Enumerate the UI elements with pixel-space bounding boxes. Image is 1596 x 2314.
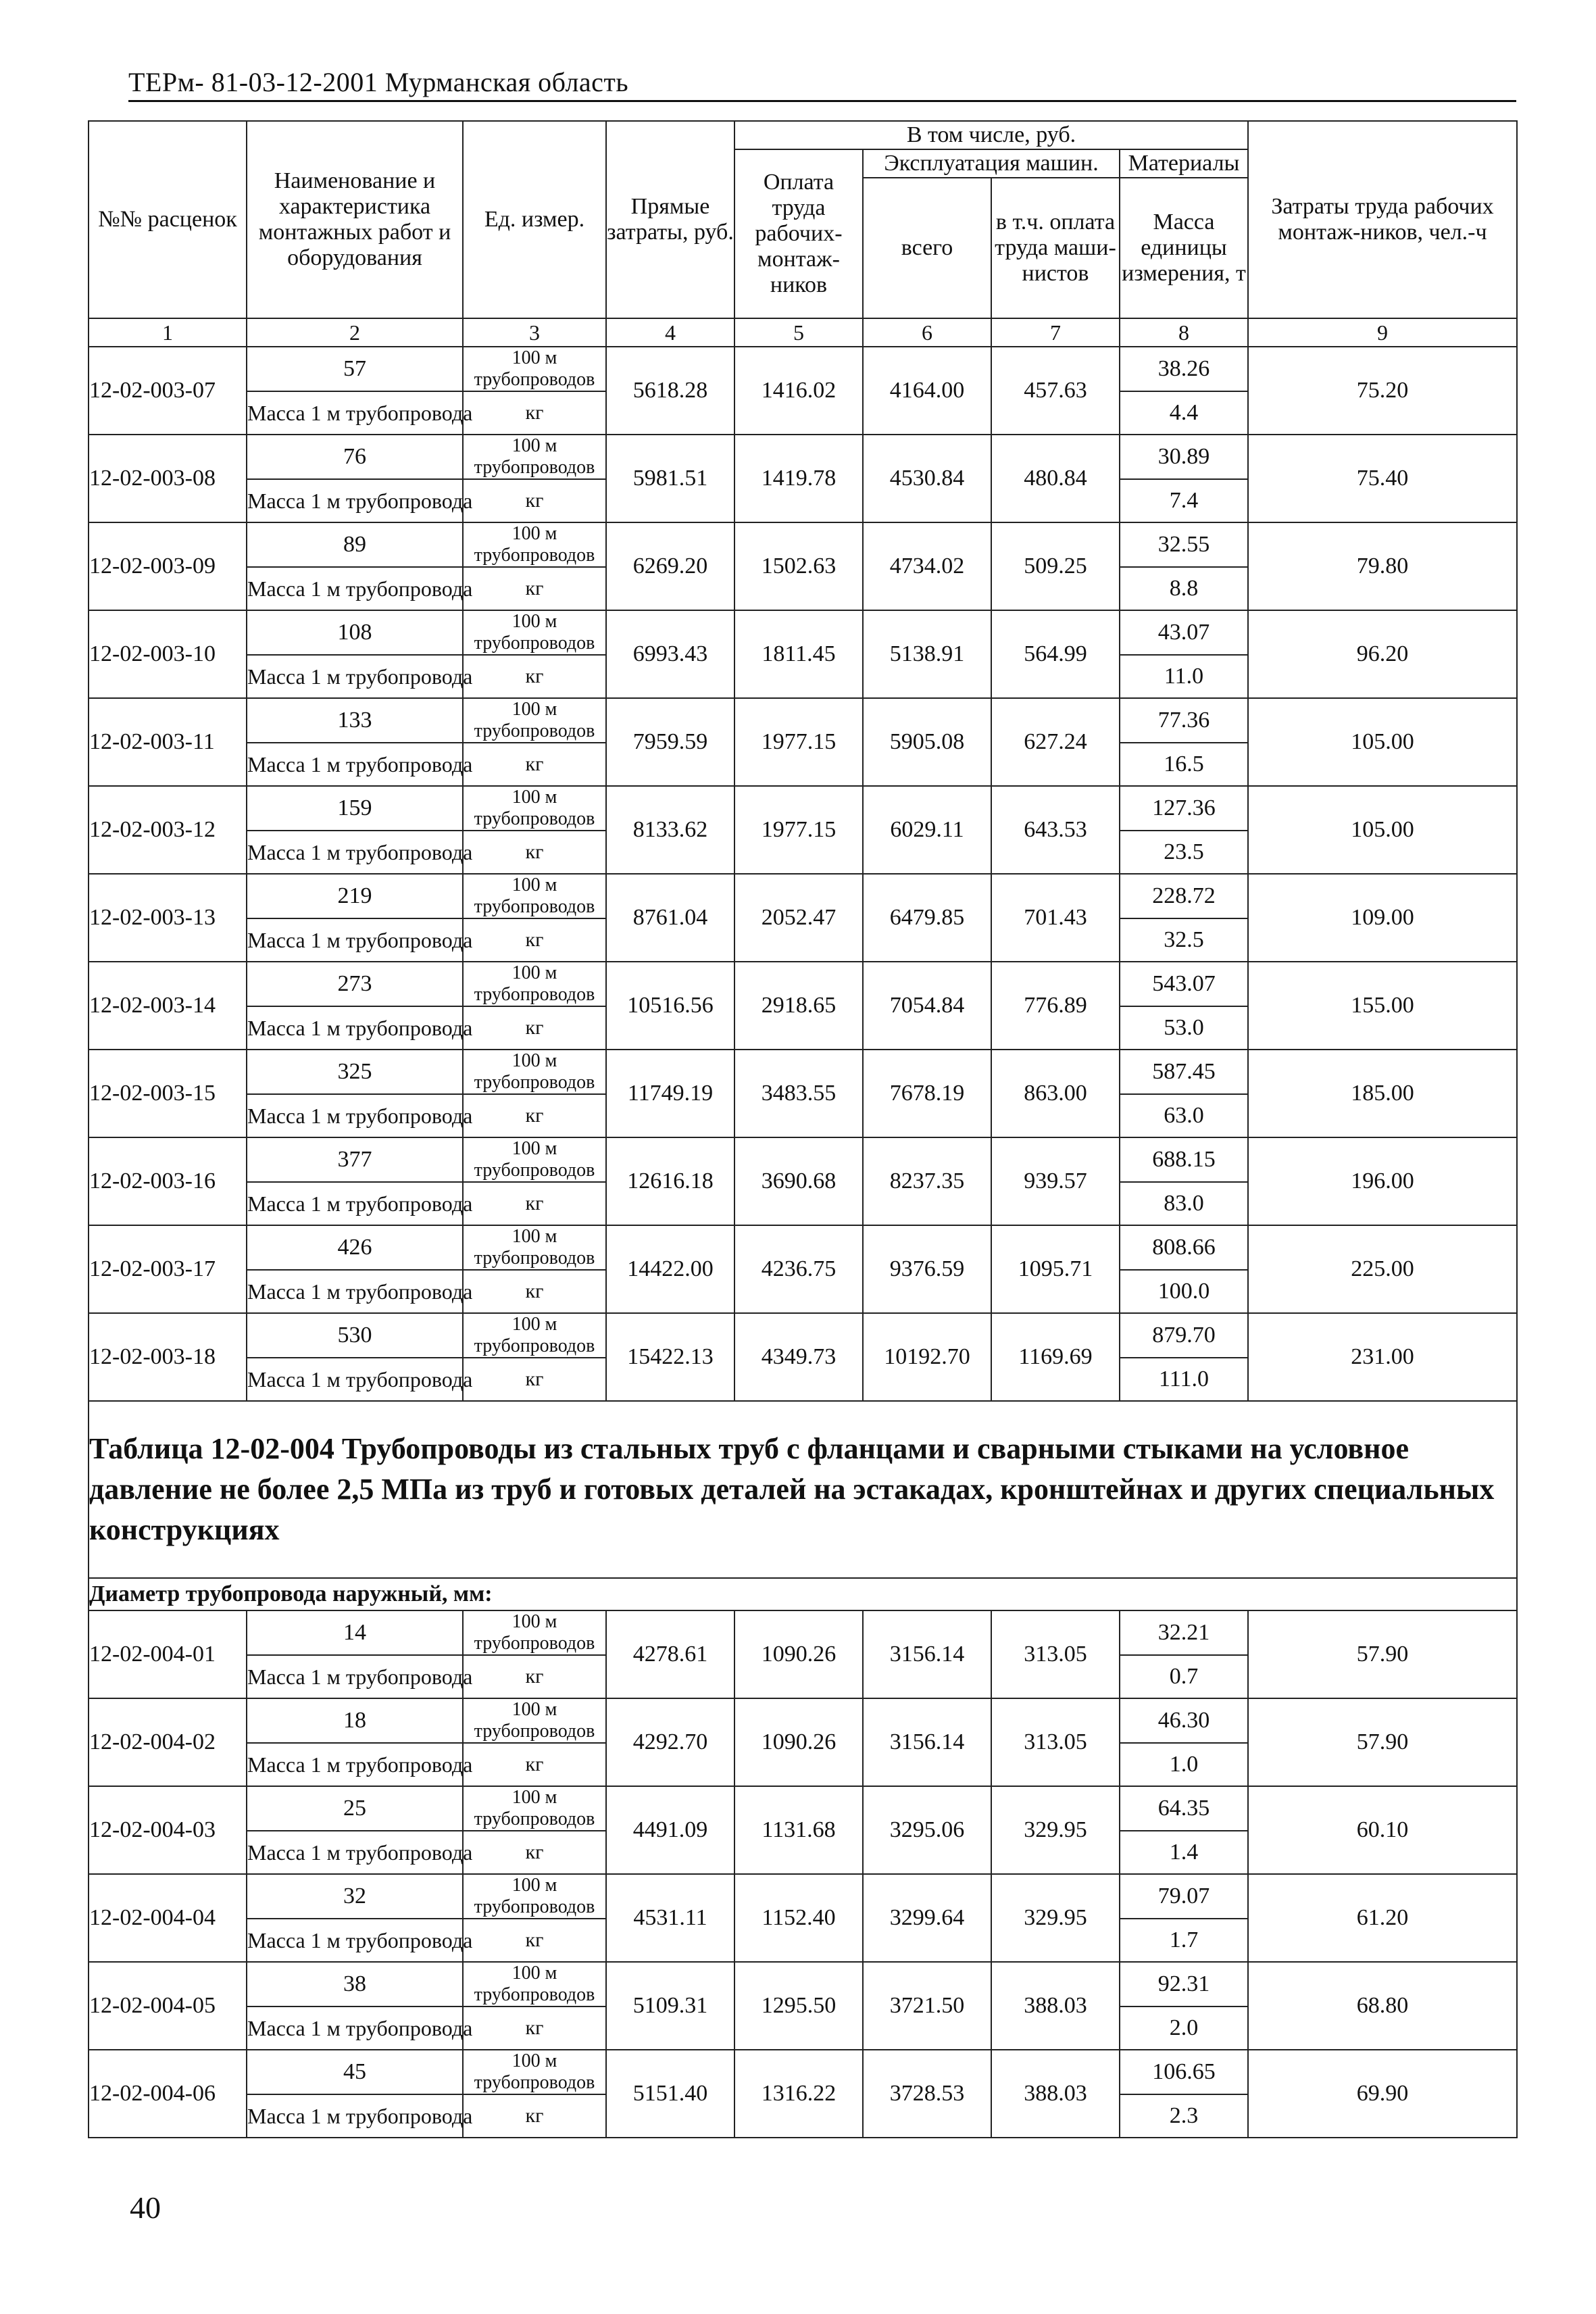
unit-of-measure: 100 м трубопроводов <box>463 698 606 743</box>
direct-costs: 4292.70 <box>606 1698 734 1786</box>
pipe-mass-unit: кг <box>463 567 606 610</box>
labor-hours: 185.00 <box>1248 1050 1517 1137</box>
unit-of-measure: 100 м трубопроводов <box>463 962 606 1006</box>
header-machinist-pay: в т.ч. оплата труда маши-нистов <box>991 178 1120 318</box>
pipe-mass-value: 2.3 <box>1120 2094 1248 2138</box>
labor-pay: 1811.45 <box>734 610 863 698</box>
unit-of-measure: 100 м трубопроводов <box>463 1874 606 1919</box>
machines-total: 5905.08 <box>863 698 991 786</box>
rate-code: 12-02-003-07 <box>89 347 247 435</box>
labor-pay: 1977.15 <box>734 698 863 786</box>
pipe-diameter: 32 <box>247 1874 463 1919</box>
table-004-title: Таблица 12-02-004 Трубопроводы из стальных труб с фланцами и сварными стыками на условное давление не более 2,5 МПа из труб и готовых деталей на эстакадах, кронштейнах и других специальных конструкциях <box>89 1401 1517 1578</box>
rate-code: 12-02-003-09 <box>89 522 247 610</box>
rate-code: 12-02-003-12 <box>89 786 247 874</box>
machines-total: 7678.19 <box>863 1050 991 1137</box>
direct-costs: 5981.51 <box>606 435 734 522</box>
pipe-mass-value: 11.0 <box>1120 655 1248 698</box>
table-004-subheader-row <box>89 1578 1517 1610</box>
pipe-mass-label: Масса 1 м трубопровода <box>247 1655 463 1698</box>
machines-total: 3156.14 <box>863 1610 991 1698</box>
unit-mass: 38.26 <box>1120 347 1248 391</box>
machines-total: 7054.84 <box>863 962 991 1050</box>
pipe-diameter: 14 <box>247 1610 463 1655</box>
direct-costs: 14422.00 <box>606 1225 734 1313</box>
pipe-mass-unit: кг <box>463 831 606 874</box>
pipe-mass-label: Масса 1 м трубопровода <box>247 479 463 522</box>
machinist-pay: 776.89 <box>991 962 1120 1050</box>
pipe-mass-label: Масса 1 м трубопровода <box>247 1919 463 1962</box>
direct-costs: 5618.28 <box>606 347 734 435</box>
header-row-1 <box>89 121 1517 149</box>
labor-pay: 3690.68 <box>734 1137 863 1225</box>
machines-total: 4164.00 <box>863 347 991 435</box>
pipe-mass-unit: кг <box>463 1358 606 1401</box>
direct-costs: 11749.19 <box>606 1050 734 1137</box>
header-machines: Эксплуатация машин. <box>863 149 1120 178</box>
header-labor-hours: Затраты труда рабочих монтаж-ников, чел.-ч <box>1248 121 1517 318</box>
rate-row <box>89 698 1517 743</box>
pipe-diameter: 38 <box>247 1962 463 2007</box>
labor-hours: 196.00 <box>1248 1137 1517 1225</box>
unit-mass: 228.72 <box>1120 874 1248 918</box>
labor-hours: 79.80 <box>1248 522 1517 610</box>
pipe-diameter: 18 <box>247 1698 463 1743</box>
machinist-pay: 509.25 <box>991 522 1120 610</box>
pipe-mass-label: Масса 1 м трубопровода <box>247 1831 463 1874</box>
machinist-pay: 313.05 <box>991 1610 1120 1698</box>
machines-total: 6479.85 <box>863 874 991 962</box>
pipe-mass-label: Масса 1 м трубопровода <box>247 1094 463 1137</box>
labor-hours: 96.20 <box>1248 610 1517 698</box>
machinist-pay: 329.95 <box>991 1786 1120 1874</box>
rate-code: 12-02-003-11 <box>89 698 247 786</box>
pipe-mass-value: 0.7 <box>1120 1655 1248 1698</box>
pipe-diameter: 57 <box>247 347 463 391</box>
pipe-mass-unit: кг <box>463 918 606 962</box>
unit-of-measure: 100 м трубопроводов <box>463 1786 606 1831</box>
unit-mass: 543.07 <box>1120 962 1248 1006</box>
machines-total: 9376.59 <box>863 1225 991 1313</box>
pipe-diameter: 133 <box>247 698 463 743</box>
pipe-mass-unit: кг <box>463 1919 606 1962</box>
labor-hours: 69.90 <box>1248 2050 1517 2138</box>
machines-total: 5138.91 <box>863 610 991 698</box>
rate-code: 12-02-003-08 <box>89 435 247 522</box>
machines-total: 4734.02 <box>863 522 991 610</box>
col-number: 5 <box>734 318 863 347</box>
direct-costs: 12616.18 <box>606 1137 734 1225</box>
labor-pay: 1295.50 <box>734 1962 863 2050</box>
col-number: 9 <box>1248 318 1517 347</box>
header-direct-costs: Прямые затраты, руб. <box>606 121 734 318</box>
unit-of-measure: 100 м трубопроводов <box>463 2050 606 2094</box>
direct-costs: 5109.31 <box>606 1962 734 2050</box>
unit-of-measure: 100 м трубопроводов <box>463 435 606 479</box>
machinist-pay: 564.99 <box>991 610 1120 698</box>
unit-mass: 77.36 <box>1120 698 1248 743</box>
rate-code: 12-02-004-01 <box>89 1610 247 1698</box>
labor-pay: 1152.40 <box>734 1874 863 1962</box>
machines-total: 6029.11 <box>863 786 991 874</box>
table-004-subheader: Диаметр трубопровода наружный, мм: <box>89 1578 1517 1610</box>
unit-mass: 587.45 <box>1120 1050 1248 1094</box>
pipe-diameter: 159 <box>247 786 463 831</box>
rate-row <box>89 2050 1517 2094</box>
rate-row <box>89 962 1517 1006</box>
rate-row <box>89 1050 1517 1094</box>
pipe-mass-unit: кг <box>463 743 606 786</box>
unit-mass: 808.66 <box>1120 1225 1248 1270</box>
pipe-mass-unit: кг <box>463 479 606 522</box>
pipe-mass-unit: кг <box>463 2094 606 2138</box>
header-materials: Материалы <box>1120 149 1248 178</box>
rate-code: 12-02-003-14 <box>89 962 247 1050</box>
labor-pay: 4349.73 <box>734 1313 863 1401</box>
labor-pay: 4236.75 <box>734 1225 863 1313</box>
pipe-mass-value: 7.4 <box>1120 479 1248 522</box>
pipe-mass-label: Масса 1 м трубопровода <box>247 1743 463 1786</box>
direct-costs: 8761.04 <box>606 874 734 962</box>
labor-pay: 1416.02 <box>734 347 863 435</box>
pipe-mass-label: Масса 1 м трубопровода <box>247 567 463 610</box>
direct-costs: 4491.09 <box>606 1786 734 1874</box>
table-004-title-row <box>89 1401 1517 1578</box>
labor-hours: 57.90 <box>1248 1698 1517 1786</box>
direct-costs: 7959.59 <box>606 698 734 786</box>
machines-total: 3156.14 <box>863 1698 991 1786</box>
rate-row <box>89 1225 1517 1270</box>
unit-of-measure: 100 м трубопроводов <box>463 1225 606 1270</box>
pipe-mass-value: 4.4 <box>1120 391 1248 435</box>
pipe-diameter: 530 <box>247 1313 463 1358</box>
labor-hours: 105.00 <box>1248 786 1517 874</box>
rate-code: 12-02-004-02 <box>89 1698 247 1786</box>
unit-mass: 688.15 <box>1120 1137 1248 1182</box>
pipe-mass-label: Масса 1 м трубопровода <box>247 2094 463 2138</box>
header-group: В том числе, руб. <box>734 121 1248 149</box>
rate-code: 12-02-003-16 <box>89 1137 247 1225</box>
pipe-mass-value: 1.7 <box>1120 1919 1248 1962</box>
labor-hours: 109.00 <box>1248 874 1517 962</box>
unit-mass: 43.07 <box>1120 610 1248 655</box>
rate-code: 12-02-003-18 <box>89 1313 247 1401</box>
pipe-mass-unit: кг <box>463 1094 606 1137</box>
unit-of-measure: 100 м трубопроводов <box>463 786 606 831</box>
rate-row <box>89 347 1517 391</box>
rate-row <box>89 786 1517 831</box>
rate-row <box>89 1698 1517 1743</box>
unit-of-measure: 100 м трубопроводов <box>463 610 606 655</box>
machines-total: 8237.35 <box>863 1137 991 1225</box>
rate-row <box>89 610 1517 655</box>
pipe-diameter: 219 <box>247 874 463 918</box>
machines-total: 3728.53 <box>863 2050 991 2138</box>
direct-costs: 8133.62 <box>606 786 734 874</box>
pipe-diameter: 108 <box>247 610 463 655</box>
labor-hours: 75.40 <box>1248 435 1517 522</box>
unit-mass: 92.31 <box>1120 1962 1248 2007</box>
col-number: 8 <box>1120 318 1248 347</box>
labor-hours: 61.20 <box>1248 1874 1517 1962</box>
direct-costs: 15422.13 <box>606 1313 734 1401</box>
labor-hours: 75.20 <box>1248 347 1517 435</box>
labor-pay: 1090.26 <box>734 1610 863 1698</box>
pipe-diameter: 25 <box>247 1786 463 1831</box>
unit-of-measure: 100 м трубопроводов <box>463 1313 606 1358</box>
machinist-pay: 388.03 <box>991 2050 1120 2138</box>
pipe-mass-value: 8.8 <box>1120 567 1248 610</box>
pipe-mass-label: Масса 1 м трубопровода <box>247 1358 463 1401</box>
unit-of-measure: 100 м трубопроводов <box>463 874 606 918</box>
header-codes: №№ расценок <box>89 121 247 318</box>
unit-of-measure: 100 м трубопроводов <box>463 1137 606 1182</box>
header-labor-pay: Оплата труда рабочих-монтаж-ников <box>734 149 863 318</box>
pipe-mass-unit: кг <box>463 1006 606 1050</box>
pipe-diameter: 325 <box>247 1050 463 1094</box>
pipe-diameter: 273 <box>247 962 463 1006</box>
machinist-pay: 329.95 <box>991 1874 1120 1962</box>
machinist-pay: 863.00 <box>991 1050 1120 1137</box>
unit-of-measure: 100 м трубопроводов <box>463 1610 606 1655</box>
rate-row <box>89 1962 1517 2007</box>
pipe-mass-label: Масса 1 м трубопровода <box>247 831 463 874</box>
unit-mass: 79.07 <box>1120 1874 1248 1919</box>
machinist-pay: 643.53 <box>991 786 1120 874</box>
pipe-mass-value: 1.0 <box>1120 1743 1248 1786</box>
labor-pay: 3483.55 <box>734 1050 863 1137</box>
unit-mass: 64.35 <box>1120 1786 1248 1831</box>
rate-code: 12-02-004-06 <box>89 2050 247 2138</box>
col-number: 1 <box>89 318 247 347</box>
direct-costs: 4278.61 <box>606 1610 734 1698</box>
machinist-pay: 480.84 <box>991 435 1120 522</box>
labor-hours: 60.10 <box>1248 1786 1517 1874</box>
labor-hours: 105.00 <box>1248 698 1517 786</box>
pipe-mass-label: Масса 1 м трубопровода <box>247 2007 463 2050</box>
rate-row <box>89 1786 1517 1831</box>
machines-total: 3299.64 <box>863 1874 991 1962</box>
pipe-mass-label: Масса 1 м трубопровода <box>247 743 463 786</box>
machinist-pay: 457.63 <box>991 347 1120 435</box>
rate-code: 12-02-003-17 <box>89 1225 247 1313</box>
unit-mass: 30.89 <box>1120 435 1248 479</box>
machinist-pay: 627.24 <box>991 698 1120 786</box>
machinist-pay: 701.43 <box>991 874 1120 962</box>
pipe-diameter: 426 <box>247 1225 463 1270</box>
pipe-mass-label: Масса 1 м трубопровода <box>247 1270 463 1313</box>
pipe-mass-unit: кг <box>463 1270 606 1313</box>
rate-code: 12-02-004-05 <box>89 1962 247 2050</box>
pipe-mass-value: 1.4 <box>1120 1831 1248 1874</box>
rate-row <box>89 1313 1517 1358</box>
machinist-pay: 313.05 <box>991 1698 1120 1786</box>
machinist-pay: 388.03 <box>991 1962 1120 2050</box>
pipe-mass-label: Масса 1 м трубопровода <box>247 1182 463 1225</box>
header-unit-mass: Масса единицы измерения, т <box>1120 178 1248 318</box>
direct-costs: 6269.20 <box>606 522 734 610</box>
page-header: ТЕРм- 81-03-12-2001 Мурманская область <box>128 67 629 97</box>
machinist-pay: 1095.71 <box>991 1225 1120 1313</box>
labor-pay: 1316.22 <box>734 2050 863 2138</box>
labor-pay: 2052.47 <box>734 874 863 962</box>
unit-of-measure: 100 м трубопроводов <box>463 347 606 391</box>
direct-costs: 10516.56 <box>606 962 734 1050</box>
column-numbers-row <box>89 318 1517 347</box>
pipe-mass-value: 2.0 <box>1120 2007 1248 2050</box>
unit-of-measure: 100 м трубопроводов <box>463 1962 606 2007</box>
unit-mass: 32.21 <box>1120 1610 1248 1655</box>
col-number: 7 <box>991 318 1120 347</box>
rate-code: 12-02-004-04 <box>89 1874 247 1962</box>
rate-row <box>89 874 1517 918</box>
machines-total: 3721.50 <box>863 1962 991 2050</box>
unit-mass: 127.36 <box>1120 786 1248 831</box>
header-machines-total: всего <box>863 178 991 318</box>
pipe-diameter: 45 <box>247 2050 463 2094</box>
rate-code: 12-02-003-15 <box>89 1050 247 1137</box>
unit-mass: 46.30 <box>1120 1698 1248 1743</box>
pipe-mass-unit: кг <box>463 1655 606 1698</box>
machines-total: 3295.06 <box>863 1786 991 1874</box>
pipe-mass-value: 111.0 <box>1120 1358 1248 1401</box>
rate-row <box>89 435 1517 479</box>
unit-of-measure: 100 м трубопроводов <box>463 1698 606 1743</box>
pipe-mass-value: 100.0 <box>1120 1270 1248 1313</box>
direct-costs: 5151.40 <box>606 2050 734 2138</box>
labor-hours: 231.00 <box>1248 1313 1517 1401</box>
page-number: 40 <box>130 2190 161 2225</box>
pipe-mass-label: Масса 1 м трубопровода <box>247 918 463 962</box>
rate-row <box>89 522 1517 567</box>
col-number: 4 <box>606 318 734 347</box>
unit-mass: 32.55 <box>1120 522 1248 567</box>
pipe-mass-unit: кг <box>463 1182 606 1225</box>
pipe-mass-unit: кг <box>463 1831 606 1874</box>
pipe-mass-label: Масса 1 м трубопровода <box>247 1006 463 1050</box>
pipe-mass-value: 83.0 <box>1120 1182 1248 1225</box>
pipe-mass-unit: кг <box>463 391 606 435</box>
pipe-diameter: 89 <box>247 522 463 567</box>
labor-hours: 68.80 <box>1248 1962 1517 2050</box>
labor-pay: 2918.65 <box>734 962 863 1050</box>
col-number: 6 <box>863 318 991 347</box>
rate-row <box>89 1137 1517 1182</box>
pipe-mass-label: Масса 1 м трубопровода <box>247 655 463 698</box>
rate-row <box>89 1610 1517 1655</box>
labor-hours: 57.90 <box>1248 1610 1517 1698</box>
unit-of-measure: 100 м трубопроводов <box>463 1050 606 1094</box>
labor-pay: 1131.68 <box>734 1786 863 1874</box>
labor-pay: 1502.63 <box>734 522 863 610</box>
rate-code: 12-02-003-13 <box>89 874 247 962</box>
pipe-diameter: 76 <box>247 435 463 479</box>
pipe-diameter: 377 <box>247 1137 463 1182</box>
unit-mass: 879.70 <box>1120 1313 1248 1358</box>
labor-pay: 1090.26 <box>734 1698 863 1786</box>
labor-hours: 155.00 <box>1248 962 1517 1050</box>
rate-code: 12-02-003-10 <box>89 610 247 698</box>
direct-costs: 4531.11 <box>606 1874 734 1962</box>
machinist-pay: 1169.69 <box>991 1313 1120 1401</box>
pipe-mass-value: 32.5 <box>1120 918 1248 962</box>
header-name: Наименование и характеристика монтажных работ и оборудования <box>247 121 463 318</box>
pipe-mass-unit: кг <box>463 1743 606 1786</box>
labor-pay: 1419.78 <box>734 435 863 522</box>
labor-pay: 1977.15 <box>734 786 863 874</box>
header-rule <box>128 100 1516 102</box>
machines-total: 4530.84 <box>863 435 991 522</box>
pipe-mass-value: 16.5 <box>1120 743 1248 786</box>
col-number: 3 <box>463 318 606 347</box>
pipe-mass-label: Масса 1 м трубопровода <box>247 391 463 435</box>
machines-total: 10192.70 <box>863 1313 991 1401</box>
unit-mass: 106.65 <box>1120 2050 1248 2094</box>
pipe-mass-value: 63.0 <box>1120 1094 1248 1137</box>
col-number: 2 <box>247 318 463 347</box>
unit-of-measure: 100 м трубопроводов <box>463 522 606 567</box>
pipe-mass-value: 53.0 <box>1120 1006 1248 1050</box>
labor-hours: 225.00 <box>1248 1225 1517 1313</box>
machinist-pay: 939.57 <box>991 1137 1120 1225</box>
pipe-mass-value: 23.5 <box>1120 831 1248 874</box>
pipe-mass-unit: кг <box>463 655 606 698</box>
rate-code: 12-02-004-03 <box>89 1786 247 1874</box>
rate-row <box>89 1874 1517 1919</box>
price-table <box>88 120 1518 2138</box>
header-unit: Ед. измер. <box>463 121 606 318</box>
pipe-mass-unit: кг <box>463 2007 606 2050</box>
direct-costs: 6993.43 <box>606 610 734 698</box>
